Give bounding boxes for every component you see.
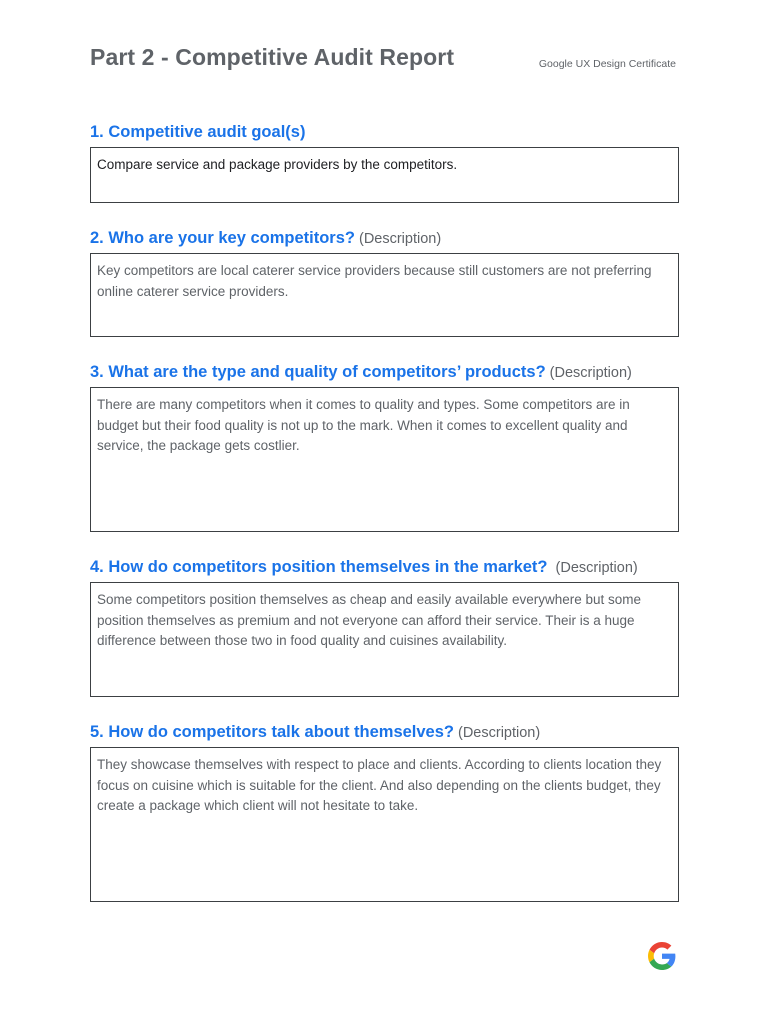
answer-box: Key competitors are local caterer service providers because still customers are not preferring online caterer service providers. <box>90 253 679 337</box>
question-text: 2. Who are your key competitors? <box>90 229 355 247</box>
question-text: 3. What are the type and quality of competitors’ products? <box>90 363 546 381</box>
question-text: 5. How do competitors talk about themselves? <box>90 723 454 741</box>
question-description: (Description) <box>458 725 541 741</box>
google-g-logo-icon <box>648 942 676 970</box>
section-product-quality <box>90 360 679 532</box>
question-heading <box>90 720 679 744</box>
answer-box: They showcase themselves with respect to place and clients. According to clients location they focus on cuisine which is suitable for the client. And also depending on the clients budget, they create a package which client will not hesitate to take. <box>90 747 679 902</box>
question-text: 1. Competitive audit goal(s) <box>90 123 306 141</box>
answer-box: Some competitors position themselves as cheap and easily available everywhere but some position themselves as premium and not everyone can afford their service. Their is a huge difference between those two in food quality and cuisines availability. <box>90 582 679 697</box>
answer-box: There are many competitors when it comes to quality and types. Some competitors are in budget but their food quality is not up to the mark. When it comes to excellent quality and service, the package gets costlier. <box>90 387 679 532</box>
certificate-label: Google UX Design Certificate <box>538 58 676 70</box>
section-key-competitors <box>90 226 679 337</box>
question-description: (Description) <box>551 560 638 576</box>
question-heading <box>90 555 679 579</box>
question-heading <box>90 360 679 384</box>
page-title: Part 2 - Competitive Audit Report <box>90 44 455 70</box>
answer-box: Compare service and package providers by the competitors. <box>90 147 679 203</box>
question-heading <box>90 120 679 144</box>
question-description: (Description) <box>358 231 442 247</box>
question-text: 4. How do competitors position themselves in the market? <box>90 558 548 576</box>
question-description: (Description) <box>549 365 632 381</box>
page-header <box>90 44 680 80</box>
question-heading <box>90 226 679 250</box>
section-self-talk <box>90 720 679 902</box>
section-audit-goals <box>90 120 679 203</box>
section-market-position <box>90 555 679 697</box>
